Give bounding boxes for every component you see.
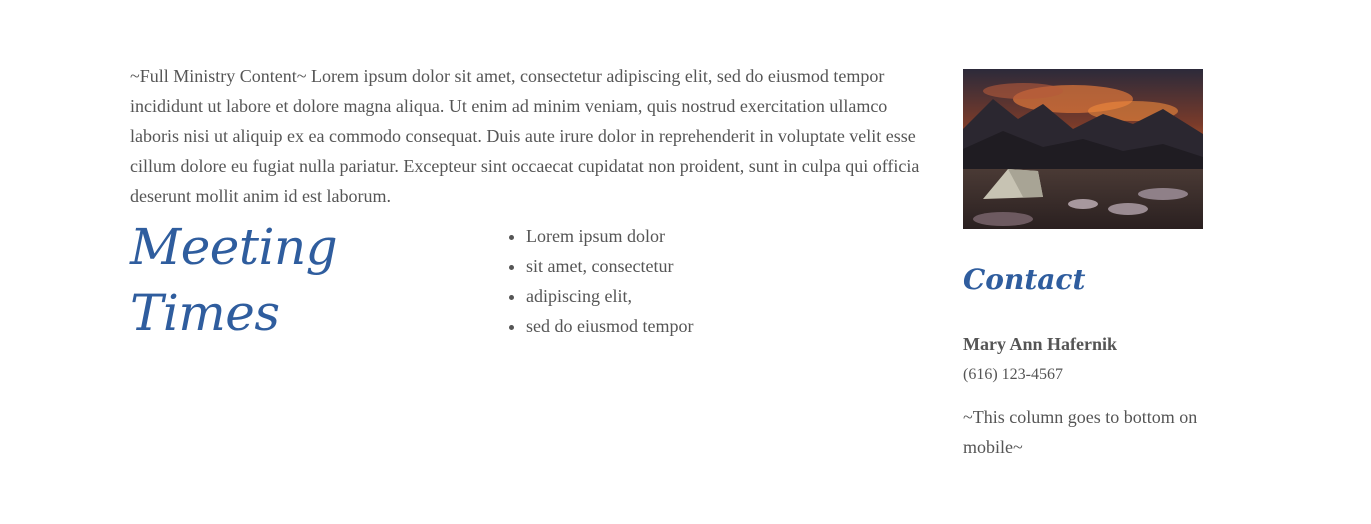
contact-name: Mary Ann Hafernik <box>963 334 1118 354</box>
meeting-times-heading <box>130 214 390 346</box>
contact-heading: Contact <box>963 263 1086 296</box>
mountain-tent-sunset-photo-icon <box>963 69 1203 229</box>
intro-paragraph: ~Full Ministry Content~ Lorem ipsum dolor sit amet, consectetur adipiscing elit, sed do eiusmod tempor incididunt ut labore et dolore magna aliqua. Ut enim ad minim veniam, quis nostrud exercitation ullamco laboris nisi ut aliquip ex ea commodo consequat. Duis aute irure dolor in reprehenderit in voluptate velit esse cillum dolore eu fugiat nulla pariatur. Excepteur sint occaecat cupidatat non proident, sunt in culpa qui officia deserunt mollit anim id est laborum. <box>130 66 920 206</box>
list-item: • Lorem ipsum dolor <box>526 221 693 251</box>
contact-note: ~This column goes to bottom on mobile~ <box>963 407 1198 457</box>
list-item: • adipiscing elit, <box>526 281 693 311</box>
meeting-title-line-2: Times <box>130 284 280 342</box>
list-item: • sed do eiusmod tempor <box>526 311 693 341</box>
campsite-photo <box>963 69 1203 229</box>
contact-phone: (616) 123-4567 <box>963 366 1063 383</box>
list-item: • sit amet, consectetur <box>526 251 693 281</box>
meeting-times-list <box>508 221 693 341</box>
meeting-title-line-1: Meeting <box>130 218 338 276</box>
